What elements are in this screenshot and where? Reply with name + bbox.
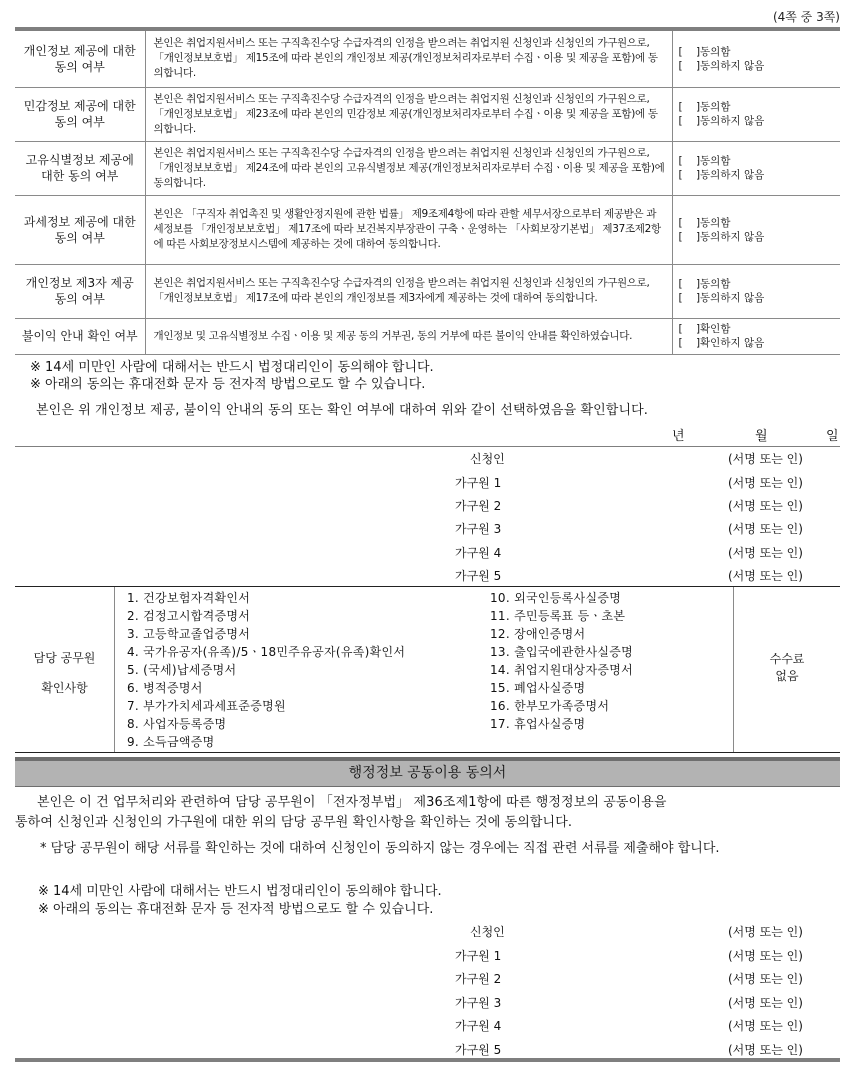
row-title: 고유식별정보 제공에 대한 동의 여부 (15, 141, 145, 195)
confirm-statement: 본인은 위 개인정보 제공, 불이익 안내의 동의 또는 확인 여부에 대하여 위와 같이 선택하였음을 확인합니다. (36, 403, 649, 418)
signer-label: 가구원 1 (455, 476, 502, 490)
document-item: 1. 건강보험자격확인서 (127, 591, 251, 605)
document-item: 17. 휴업사실증명 (490, 717, 586, 731)
officer-check-label (15, 587, 115, 752)
divider (15, 446, 840, 447)
option-agree[interactable]: [ ]동의함 (678, 155, 731, 167)
consent-row-tax-info (15, 195, 840, 264)
document-item: 16. 한부모가족증명서 (490, 699, 610, 713)
document-item: 8. 사업자등록증명 (127, 717, 227, 731)
row-title: 개인정보 제공에 대한 동의 여부 (15, 29, 145, 87)
signature-field[interactable]: (서명 또는 인) (728, 996, 803, 1010)
fee-value: 없음 (775, 669, 799, 683)
row-body: 본인은 취업지원서비스 또는 구직촉진수당 수급자격의 인정을 받으려는 취업지원 신청인과 신청인의 가구원으로, 「개인정보보호법」 제15조에 따라 본인의 개인정보 제공(개인정보처리자로부터 수집ㆍ이용 및 제공을 포함)에 동의합니다. (145, 29, 672, 87)
document-item: 2. 검정고시합격증명서 (127, 609, 251, 623)
consent-options (672, 141, 840, 195)
consent-options (672, 29, 840, 87)
document-item: 7. 부가가치세과세표준증명원 (127, 699, 286, 713)
consent-row-unique-id-info (15, 141, 840, 195)
admin-consent-paragraph-line1: 본인은 이 건 업무처리와 관련하여 담당 공무원이 「전자정부법」 제36조제1항에 따른 행정정보의 공동이용을 (37, 795, 667, 810)
officer-label-line2: 확인사항 (41, 681, 88, 695)
signer-label: 가구원 3 (455, 522, 502, 536)
documents-list-left (127, 589, 405, 751)
option-agree[interactable]: [ ]동의함 (678, 101, 731, 113)
admin-note-electronic-consent: ※ 아래의 동의는 휴대전화 문자 등 전자적 방법으로도 할 수 있습니다. (38, 902, 434, 917)
consent-table (15, 27, 840, 355)
option-not-confirm[interactable]: [ ]확인하지 않음 (678, 337, 765, 349)
row-body: 개인정보 및 고유식별정보 수집ㆍ이용 및 제공 동의 거부권, 동의 거부에 따른 불이익 안내를 확인하였습니다. (145, 318, 672, 354)
option-agree[interactable]: [ ]동의함 (678, 45, 731, 58)
signer-label: 가구원 5 (455, 569, 502, 583)
document-item: 14. 취업지원대상자증명서 (490, 663, 634, 677)
bottom-rule (15, 1058, 840, 1062)
document-item: 15. 폐업사실증명 (490, 681, 586, 695)
officer-check-box (15, 586, 840, 753)
option-disagree[interactable]: [ ]동의하지 않음 (678, 230, 765, 243)
admin-consent-title: 행정정보 공동이용 동의서 (15, 757, 840, 787)
note-electronic-consent: ※ 아래의 동의는 휴대전화 문자 등 전자적 방법으로도 할 수 있습니다. (30, 377, 426, 392)
document-item: 9. 소득금액증명 (127, 735, 215, 749)
row-body: 본인은 「구직자 취업촉진 및 생활안정지원에 관한 법률」 제9조제4항에 따라 관할 세무서장으로부터 제공받은 과세정보를 「개인정보보호법」 제17조에 따라 보건복지부장관이 구축ㆍ운영하는 「사회보장기본법」 제37조제2항에 따른 사회보장정보시스템에 제공하는 것에 대하여 동의합니다. (145, 195, 672, 264)
signature-field[interactable]: (서명 또는 인) (728, 925, 803, 939)
document-item: 12. 장애인증명서 (490, 627, 586, 641)
signer-label: 가구원 2 (455, 499, 502, 513)
signature-field[interactable]: (서명 또는 인) (728, 949, 803, 963)
consent-row-disadvantage-notice (15, 318, 840, 354)
option-disagree[interactable]: [ ]동의하지 않음 (678, 292, 765, 304)
option-disagree[interactable]: [ ]동의하지 않음 (678, 59, 765, 72)
note-minor-consent: ※ 14세 미만인 사람에 대해서는 반드시 법정대리인이 동의해야 합니다. (30, 360, 434, 375)
signer-label: 가구원 5 (455, 1043, 502, 1057)
row-body: 본인은 취업지원서비스 또는 구직촉진수당 수급자격의 인정을 받으려는 취업지원 신청인과 신청인의 가구원으로, 「개인정보보호법」 제17조에 따라 본인의 개인정보를 제3자에게 제공하는 것에 대하여 동의합니다. (145, 264, 672, 318)
consent-options (672, 87, 840, 141)
row-title: 개인정보 제3자 제공 동의 여부 (15, 264, 145, 318)
officer-label-line1: 담당 공무원 (33, 651, 96, 665)
signer-label: 신청인 (470, 452, 505, 466)
signer-label: 가구원 4 (455, 546, 502, 560)
page-indicator: (4쪽 중 3쪽) (772, 10, 840, 24)
row-title: 민감정보 제공에 대한 동의 여부 (15, 87, 145, 141)
documents-list-right (490, 589, 633, 733)
document-item: 13. 출입국에관한사실증명 (490, 645, 634, 659)
row-body: 본인은 취업지원서비스 또는 구직촉진수당 수급자격의 인정을 받으려는 취업지원 신청인과 신청인의 가구원으로, 「개인정보보호법」 제23조에 따라 본인의 민감정보 제공(개인정보처리자로부터 수집ㆍ이용 및 제공을 포함)에 동의합니다. (145, 87, 672, 141)
admin-consent-star-note: * 담당 공무원이 해당 서류를 확인하는 것에 대하여 신청인이 동의하지 않는 경우에는 직접 관련 서류를 제출해야 합니다. (40, 841, 720, 856)
option-disagree[interactable]: [ ]동의하지 않음 (678, 169, 765, 181)
document-item: 10. 외국인등록사실증명 (490, 591, 622, 605)
option-disagree[interactable]: [ ]동의하지 않음 (678, 115, 765, 127)
signer-label: 가구원 1 (455, 949, 502, 963)
option-agree[interactable]: [ ]동의함 (678, 278, 731, 290)
consent-options (672, 195, 840, 264)
signature-field[interactable]: (서명 또는 인) (728, 499, 803, 513)
signature-field[interactable]: (서명 또는 인) (728, 569, 803, 583)
signature-field[interactable]: (서명 또는 인) (728, 972, 803, 986)
document-item: 11. 주민등록표 등ㆍ초본 (490, 609, 626, 623)
option-agree[interactable]: [ ]동의함 (678, 216, 731, 229)
document-item: 4. 국가유공자(유족)/5ㆍ18민주유공자(유족)확인서 (127, 645, 406, 659)
signature-field[interactable]: (서명 또는 인) (728, 476, 803, 490)
consent-row-sensitive-info (15, 87, 840, 141)
admin-note-minor-consent: ※ 14세 미만인 사람에 대해서는 반드시 법정대리인이 동의해야 합니다. (38, 884, 442, 899)
consent-options (672, 264, 840, 318)
date-month[interactable]: 월 (755, 429, 768, 444)
signer-label: 가구원 2 (455, 972, 502, 986)
date-year[interactable]: 년 (672, 429, 685, 444)
consent-options (672, 318, 840, 354)
document-item: 6. 병적증명서 (127, 681, 203, 695)
signature-field[interactable]: (서명 또는 인) (728, 1019, 803, 1033)
signature-field[interactable]: (서명 또는 인) (728, 1043, 803, 1057)
signer-label: 가구원 3 (455, 996, 502, 1010)
consent-row-personal-info (15, 29, 840, 87)
document-item: 3. 고등학교졸업증명서 (127, 627, 251, 641)
row-title: 과세정보 제공에 대한 동의 여부 (15, 195, 145, 264)
signer-label: 신청인 (470, 925, 505, 939)
signature-field[interactable]: (서명 또는 인) (728, 546, 803, 560)
row-title: 불이익 안내 확인 여부 (15, 318, 145, 354)
signature-field[interactable]: (서명 또는 인) (728, 452, 803, 466)
consent-row-third-party (15, 264, 840, 318)
fee-label: 수수료 (769, 652, 805, 666)
signature-field[interactable]: (서명 또는 인) (728, 522, 803, 536)
signer-label: 가구원 4 (455, 1019, 502, 1033)
fee-cell (733, 587, 840, 752)
row-body: 본인은 취업지원서비스 또는 구직촉진수당 수급자격의 인정을 받으려는 취업지원 신청인과 신청인의 가구원으로, 「개인정보보호법」 제24조에 따라 본인의 고유식별정보 제공(개인정보처리자로부터 수집ㆍ이용 및 제공을 포함)에 동의합니다. (145, 141, 672, 195)
document-item: 5. (국세)납세증명서 (127, 663, 237, 677)
option-confirm[interactable]: [ ]확인함 (678, 323, 731, 335)
admin-consent-paragraph-line2: 통하여 신청인과 신청인의 가구원에 대한 위의 담당 공무원 확인사항을 확인하는 것에 동의합니다. (15, 815, 573, 830)
date-day[interactable]: 일 (826, 429, 839, 444)
